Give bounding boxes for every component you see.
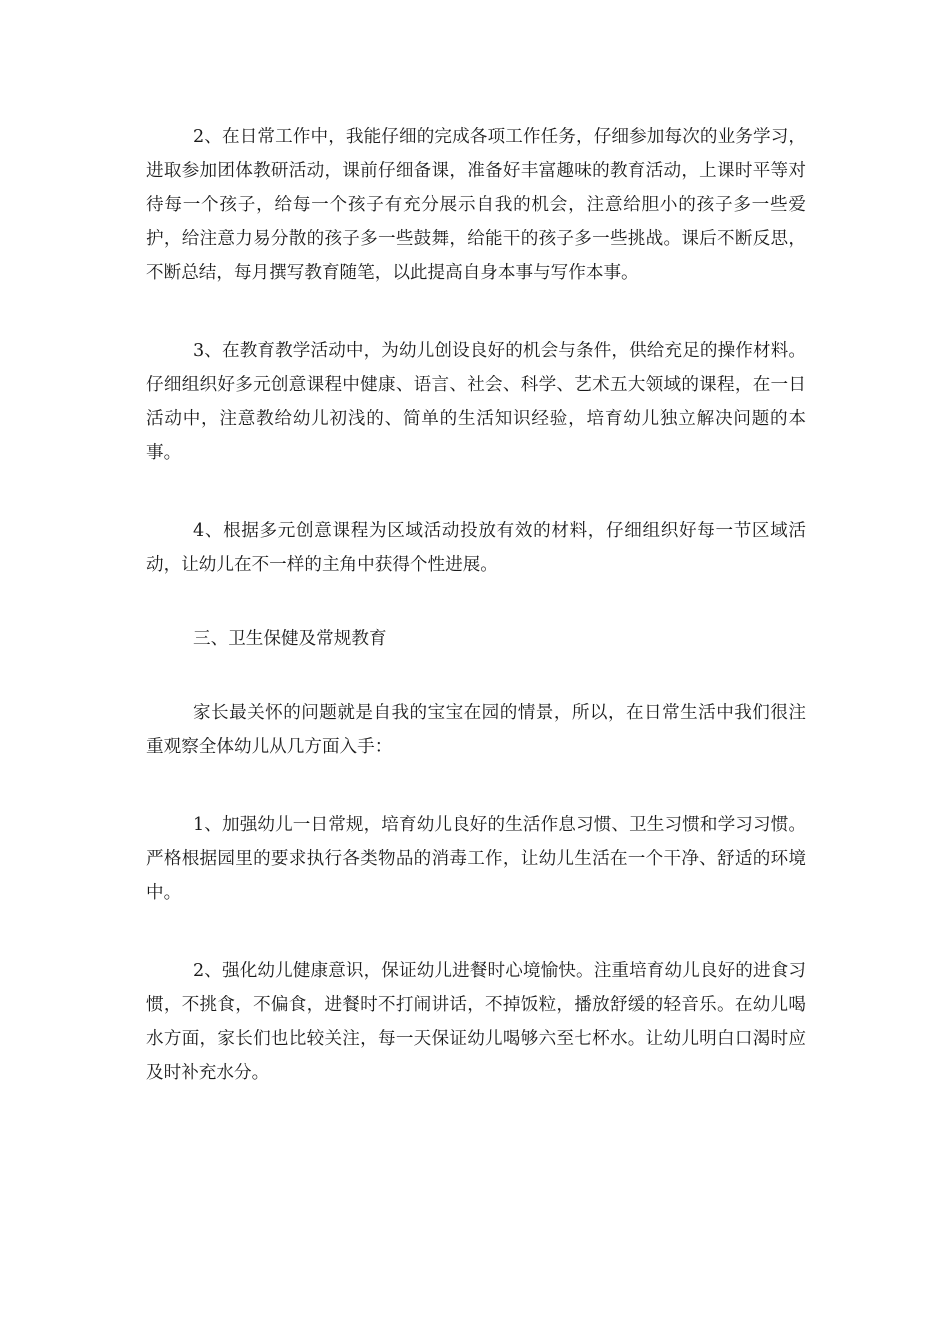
document-body — [146, 120, 806, 1090]
paragraph-daily-routine: 1、加强幼儿一日常规，培育幼儿良好的生活作息习惯、卫生习惯和学习习惯。严格根据园里的要求执行各类物品的消毒工作，让幼儿生活在一个干净、舒适的环境中。 — [146, 815, 806, 903]
paragraph-teaching-activities: 3、在教育教学活动中，为幼儿创设良好的机会与条件，供给充足的操作材料。仔细组织好多元创意课程中健康、语言、社会、科学、艺术五大领域的课程，在一日活动中，注意教给幼儿初浅的、简单的生活知识经验，培育幼儿独立解决问题的本事。 — [146, 341, 806, 463]
paragraph-health-awareness: 2、强化幼儿健康意识，保证幼儿进餐时心境愉快。注重培育幼儿良好的进食习惯，不挑食，不偏食，进餐时不打闹讲话，不掉饭粒，播放舒缓的轻音乐。在幼儿喝水方面，家长们也比较关注，每一天保证幼儿喝够六至七杯水。让幼儿明白口渴时应及时补充水分。 — [146, 961, 806, 1083]
paragraph-work-tasks: 2、在日常工作中，我能仔细的完成各项工作任务，仔细参加每次的业务学习，进取参加团体教研活动，课前仔细备课，准备好丰富趣味的教育活动，上课时平等对待每一个孩子，给每一个孩子有充分展示自我的机会，注意给胆小的孩子多一些爱护，给注意力易分散的孩子多一些鼓舞，给能干的孩子多一些挑战。课后不断反思，不断总结，每月撰写教育随笔，以此提高自身本事与写作本事。 — [146, 127, 806, 283]
paragraph-area-activities: 4、根据多元创意课程为区域活动投放有效的材料，仔细组织好每一节区域活动，让幼儿在不一样的主角中获得个性进展。 — [146, 521, 806, 575]
section-heading-hygiene: 三、卫生保健及常规教育 — [193, 629, 387, 649]
paragraph-parents-concern: 家长最关怀的问题就是自我的宝宝在园的情景，所以，在日常生活中我们很注重观察全体幼儿从几方面入手： — [146, 703, 806, 757]
